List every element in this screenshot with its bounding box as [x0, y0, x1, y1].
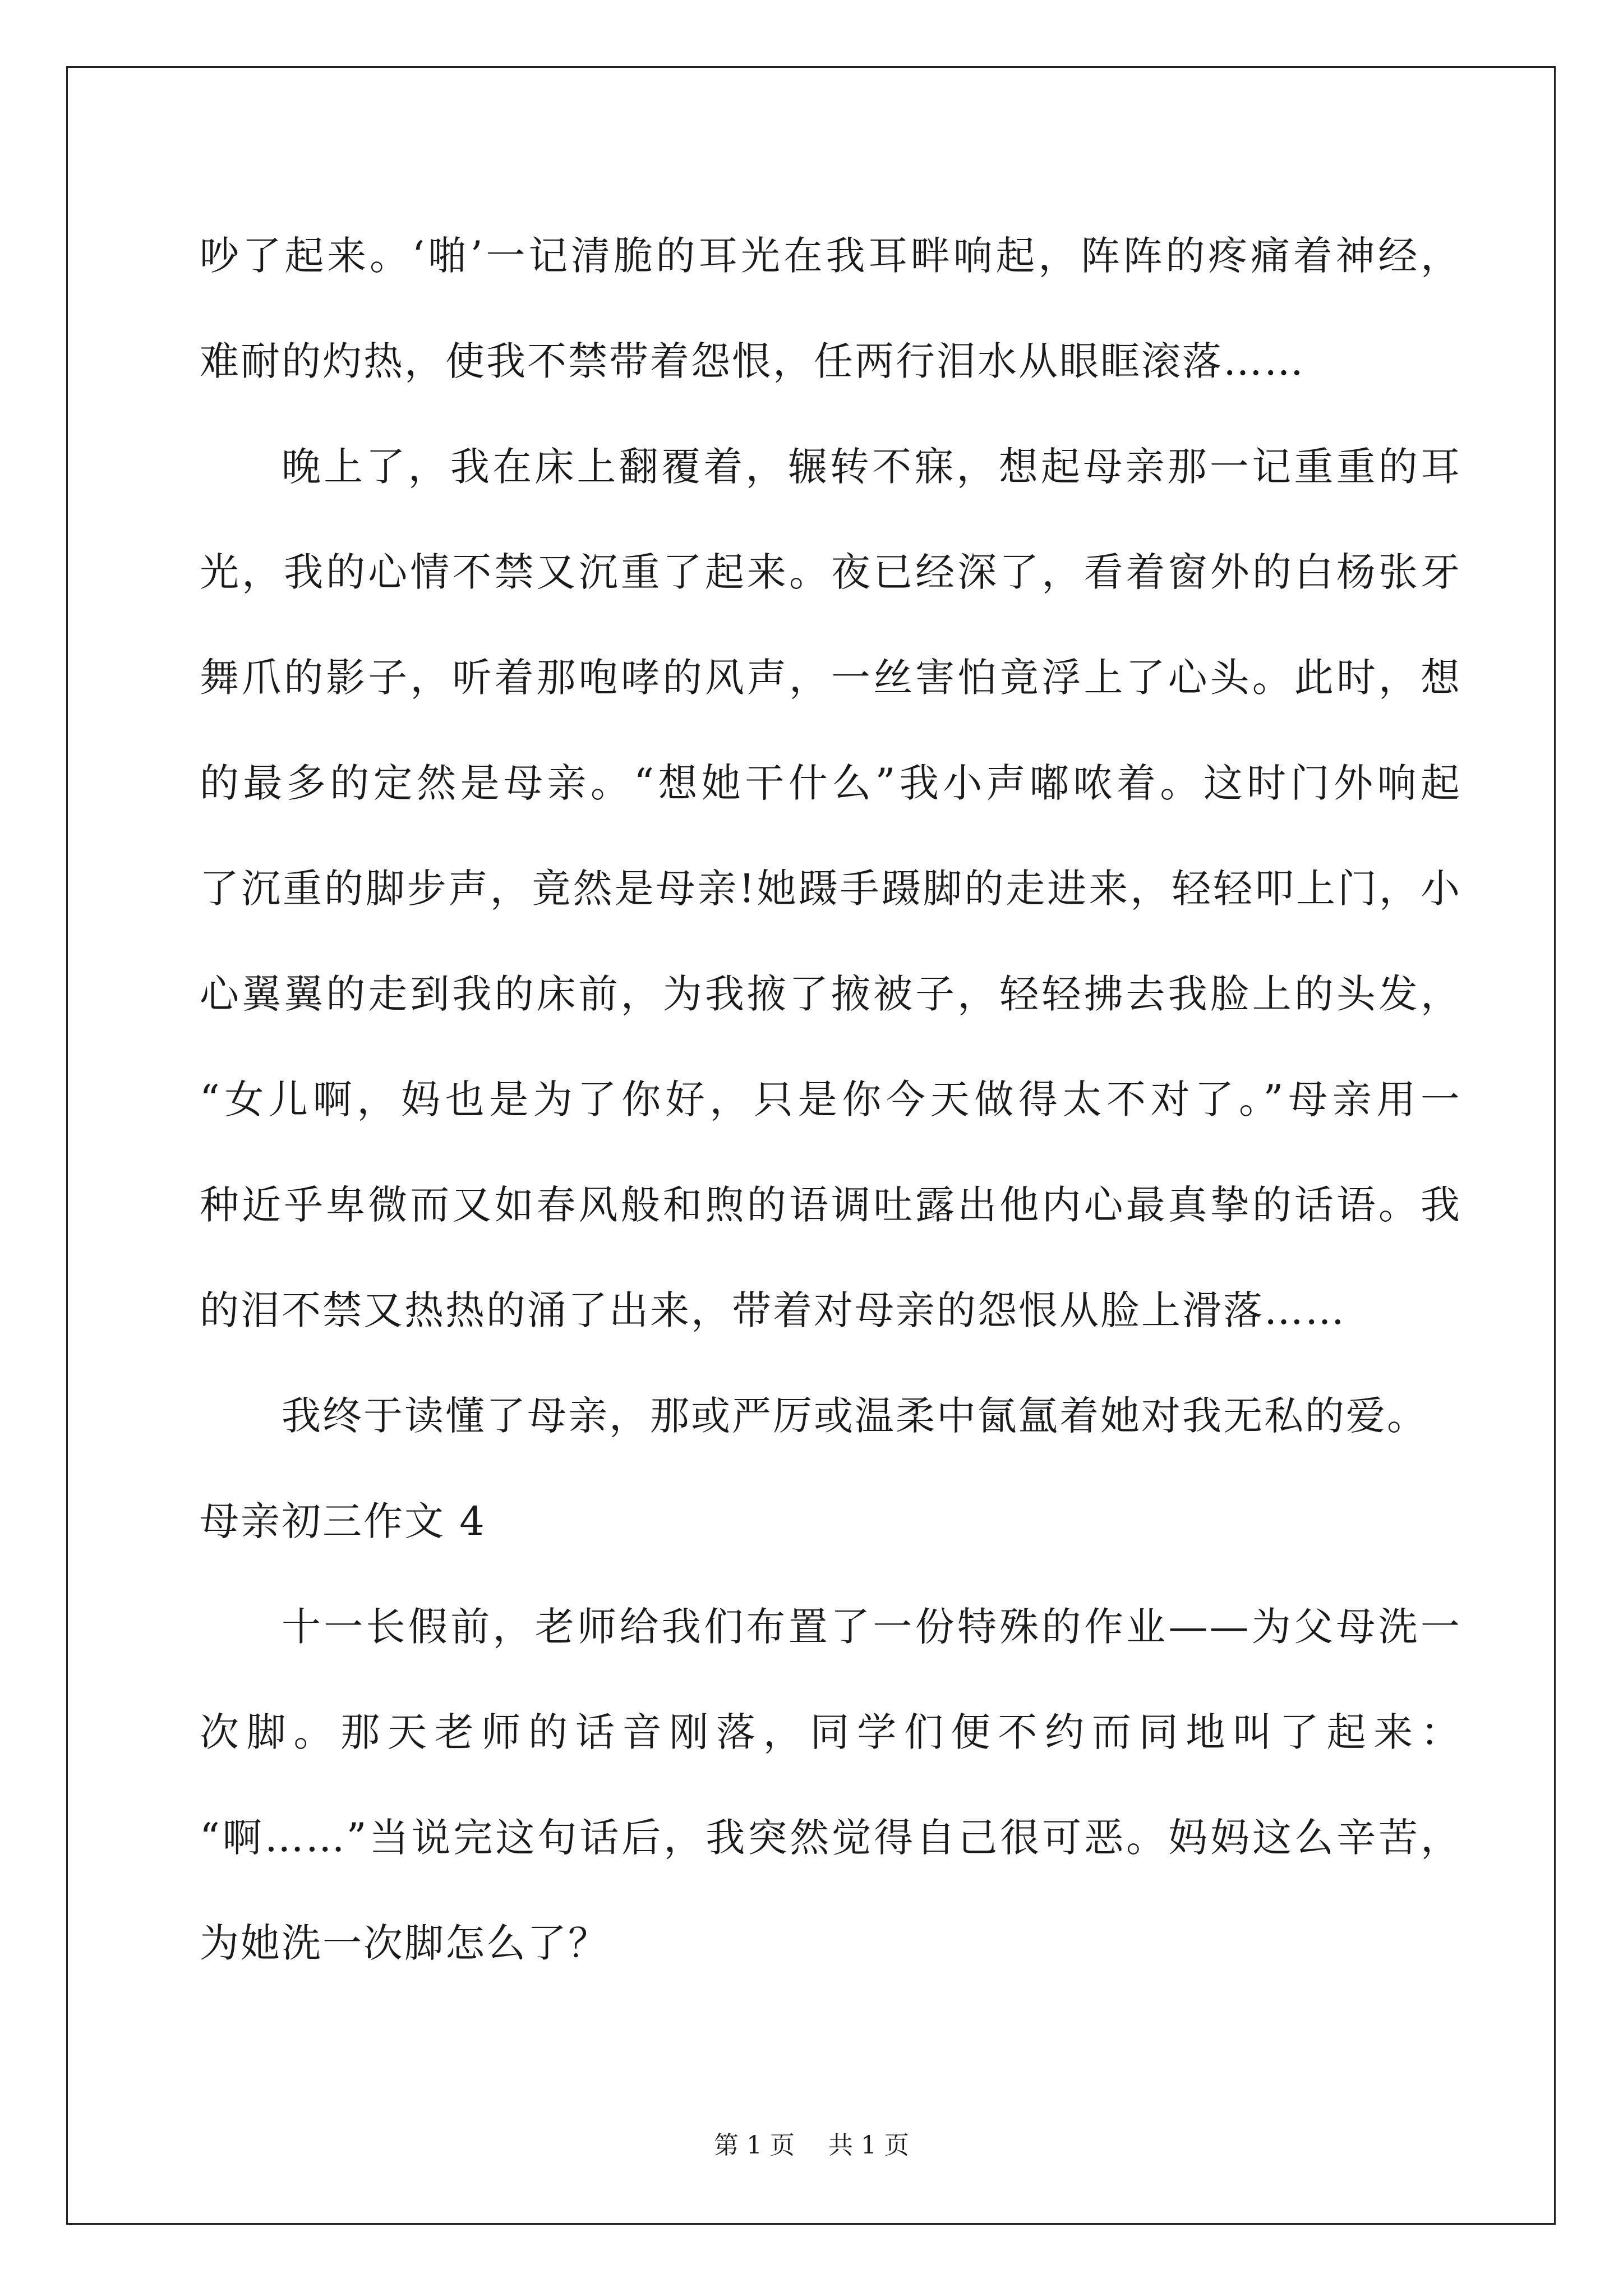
text-line: 心翼翼的走到我的床前，为我掖了掖被子，轻轻拂去我脸上的头发，	[200, 971, 1461, 1017]
paragraph-start-line: 晚上了，我在床上翻覆着，辗转不寐，想起母亲那一记重重的耳	[282, 444, 1461, 490]
text-line: 难耐的灼热，使我不禁带着怨恨，任两行泪水从眼眶滚落……	[200, 338, 1305, 384]
page-footer	[0, 2129, 1623, 2162]
text-line: 次脚。那天老师的话音刚落，同学们便不约而同地叫了起来：	[200, 1709, 1461, 1755]
text-line: 舞爪的影子，听着那咆哮的风声，一丝害怕竟浮上了心头。此时，想	[200, 655, 1461, 701]
text-line: 光，我的心情不禁又沉重了起来。夜已经深了，看着窗外的白杨张牙	[200, 549, 1461, 595]
text-line: 的最多的定然是母亲。“想她干什么”我小声嘟哝着。这时门外响起	[200, 760, 1461, 806]
text-line: “啊……”当说完这句话后，我突然觉得自己很可恶。妈妈这么辛苦，	[200, 1815, 1461, 1861]
text-line: 母亲初三作文 4	[200, 1498, 486, 1544]
paragraph-start-line: 十一长假前，老师给我们布置了一份特殊的作业——为父母洗一	[282, 1604, 1461, 1650]
text-line: 吵了起来。‘啪’一记清脆的耳光在我耳畔响起，阵阵的疼痛着神经，	[200, 233, 1461, 279]
document-body	[200, 203, 1461, 1996]
text-line: 为她洗一次脚怎么了？	[200, 1920, 609, 1966]
page-number-total: 共 1 页	[828, 2131, 909, 2160]
text-line: 了沉重的脚步声，竟然是母亲!她蹑手蹑脚的走进来，轻轻叩上门，小	[200, 866, 1461, 912]
page-number-current: 第 1 页	[714, 2131, 795, 2160]
text-line: 种近乎卑微而又如春风般和煦的语调吐露出他内心最真挚的话语。我	[200, 1182, 1461, 1228]
text-line: “女儿啊，妈也是为了你好，只是你今天做得太不对了。”母亲用一	[200, 1076, 1461, 1122]
paragraph-start-line: 我终于读懂了母亲，那或严厉或温柔中氤氲着她对我无私的爱。	[282, 1393, 1428, 1439]
text-line: 的泪不禁又热热的涌了出来，带着对母亲的怨恨从脸上滑落……	[200, 1287, 1346, 1333]
